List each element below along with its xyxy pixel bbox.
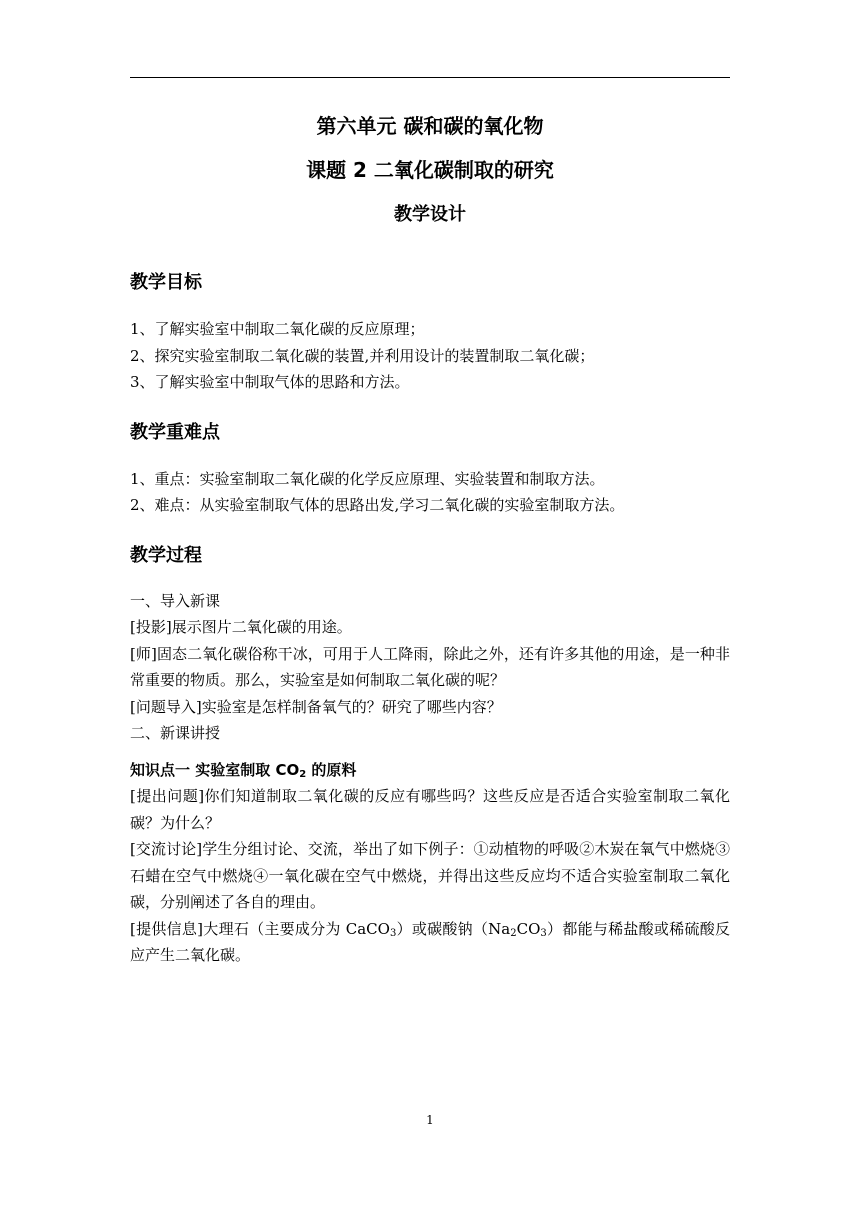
key-points-list [130, 466, 730, 519]
section-heading-process: 教学过程 [130, 544, 202, 566]
info-paragraph: [提供信息]大理石（主要成分为 CaCO$_3$）或碳酸钠$(Na_2CO_3)$都能与稀盐酸或稀硫酸反应产生二氧化碳。 [130, 919, 730, 964]
section-heading-key-points: 教学重难点 [130, 421, 220, 443]
document-type: 教学设计 [394, 204, 466, 225]
goal-item: 2、探究实验室制取二氧化碳的装置,并利用设计的装置制取二氧化碳； [130, 346, 595, 365]
key-point-item: 1、重点：实验室制取二氧化碳的化学反应原理、实验装置和制取方法。 [130, 469, 605, 488]
document-body [130, 110, 730, 969]
process-line: [投影]展示图片二氧化碳的用途。 [130, 618, 352, 636]
process-line: [问题导入]实验室是怎样制备氧气的？研究了哪些内容？ [130, 697, 502, 716]
part-title-new-lesson: 二、新课讲授 [130, 724, 221, 742]
process-body [130, 588, 730, 969]
key-point-item: 2、难点：从实验室制取气体的思路出发,学习二氧化碳的实验室制取方法。 [130, 496, 625, 514]
lesson-title: 课题 2 二氧化碳制取的研究 [306, 158, 554, 182]
goal-item: 1、了解实验室中制取二氧化碳的反应原理； [130, 320, 425, 338]
page-number: 1 [426, 1113, 434, 1127]
section-heading-goals: 教学目标 [130, 272, 202, 293]
goal-item: 3、了解实验室中制取气体的思路和方法。 [130, 373, 410, 391]
unit-title: 第六单元 碳和碳的氧化物 [316, 114, 544, 138]
knowledge-point-title: 知识点一 实验室制取 $CO_2$ 的原料 [130, 760, 357, 780]
process-line: [师]固态二氧化碳俗称干冰，可用于人工降雨，除此之外，还有许多其他的用途，是一种非常重要的物质。那么，实验室是如何制取二氧化碳的呢？ [130, 644, 730, 689]
question-paragraph: [提出问题]你们知道制取二氧化碳的反应有哪些吗？这些反应是否适合实验室制取二氧化碳？为什么？ [130, 787, 730, 832]
discussion-paragraph: [交流讨论]学生分组讨论、交流，举出了如下例子：①动植物的呼吸②木炭在氧气中燃烧③石蜡在空气中燃烧④一氧化碳在空气中燃烧，并得出这些反应均不适合实验室制取二氧化碳，分别阐述了各自的理由。 [130, 840, 730, 911]
goals-list [130, 316, 730, 396]
header-rule [130, 77, 730, 78]
part-title-intro: 一、导入新课 [130, 591, 221, 610]
